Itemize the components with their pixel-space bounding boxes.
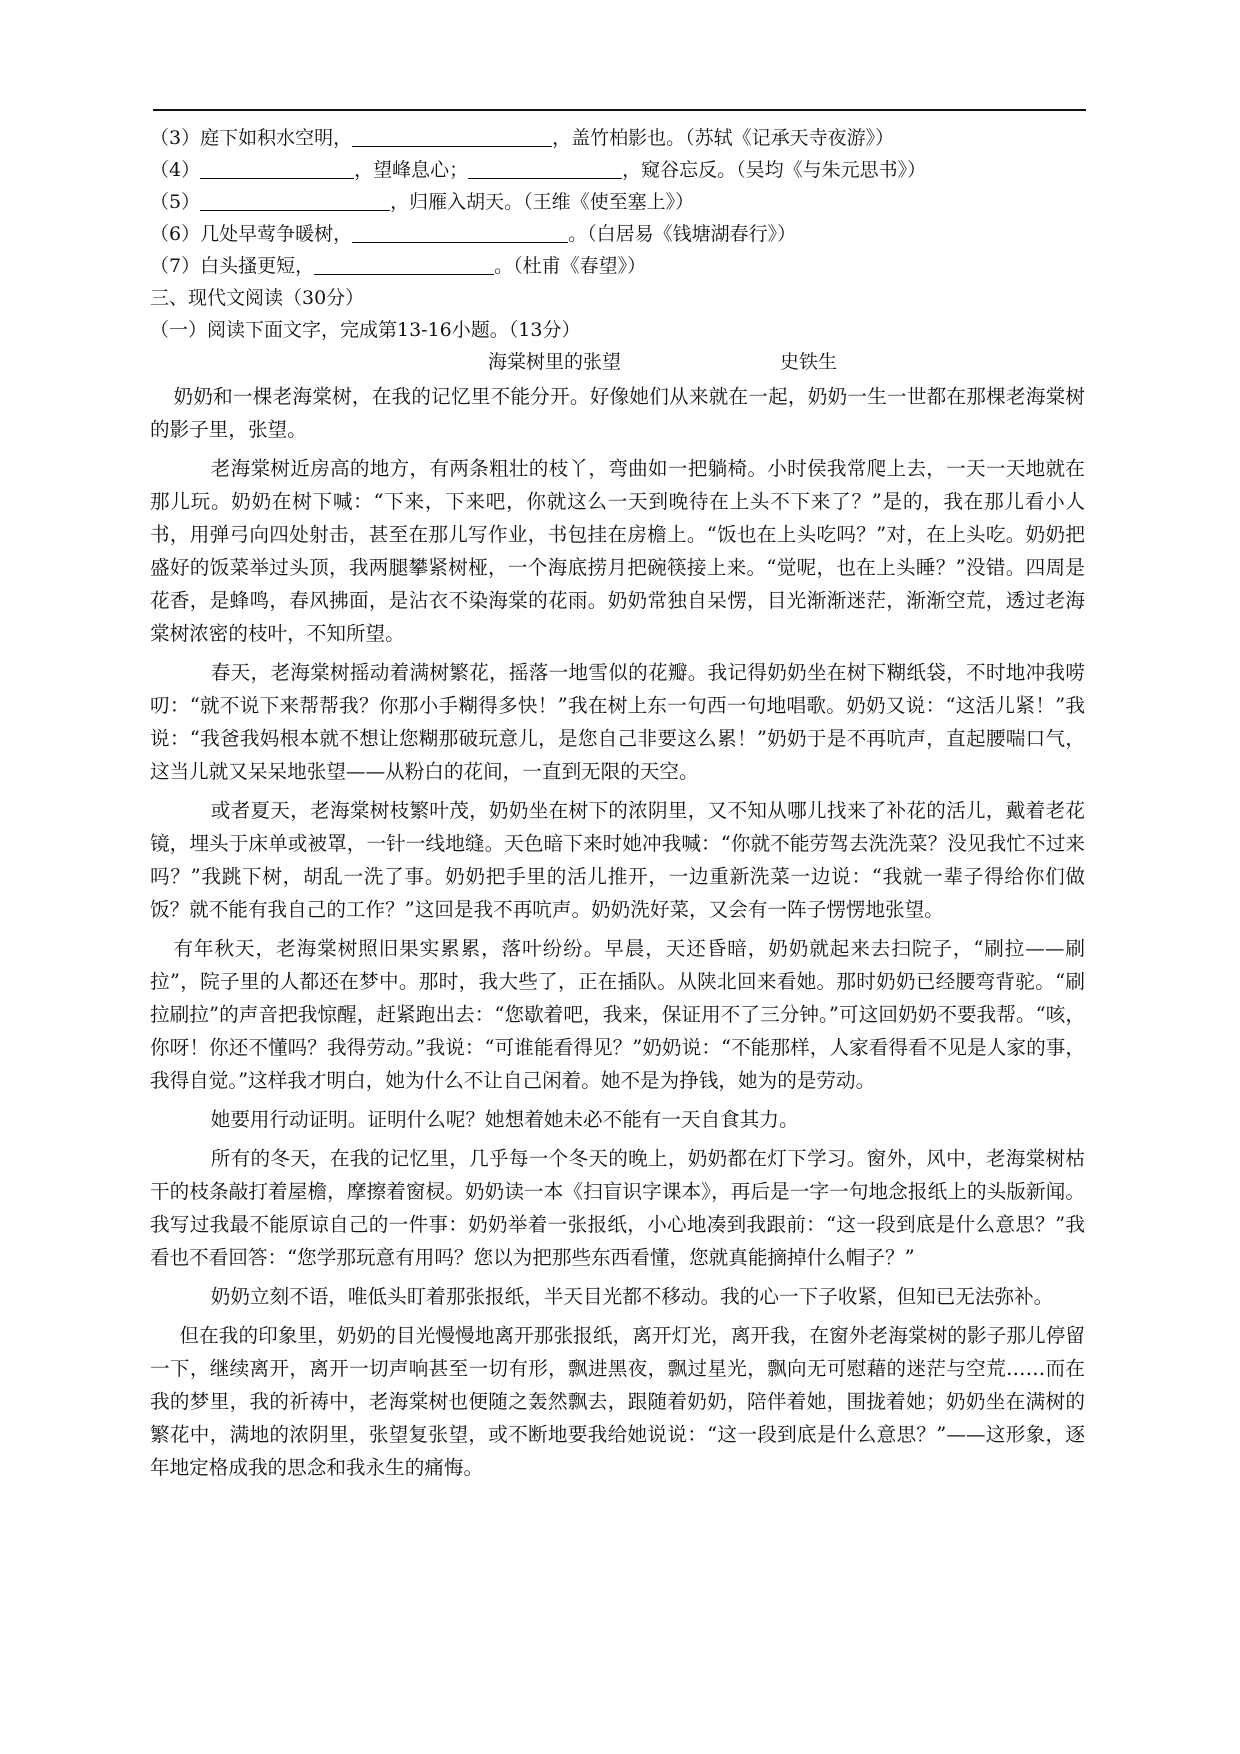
fill-blank-3 xyxy=(150,122,1085,154)
verse-text: ，归雁入胡天。（王维《使至塞上》） xyxy=(390,191,695,213)
question-number: （4） xyxy=(150,159,201,181)
paragraph: 老海棠树近房高的地方，有两条粗壮的枝丫，弯曲如一把躺椅。小时侯我常爬上去，一天一天地就在那儿玩。奶奶在树下喊：“下来，下来吧，你就这么一天到晚待在上头不下来了？”是的，我在那儿看小人书，用弹弓向四处射击，甚至在那儿写作业，书包挂在房檐上。“饭也在上头吃吗？”对，在上头吃。奶奶把盛好的饭菜举过头顶，我两腿攀紧树桠，一个海底捞月把碗筷接上来。“觉呢，也在上头睡？”没错。四周是花香，是蜂鸣，春风拂面，是沾衣不染海棠的花雨。奶奶常独自呆愣，目光渐渐迷茫，渐渐空荒，透过老海棠树浓密的枝叶，不知所望。 xyxy=(150,457,1085,645)
verse-text: 白头搔更短， xyxy=(200,255,315,277)
verse-text: 几处早莺争暖树， xyxy=(200,223,353,245)
answer-blank[interactable] xyxy=(352,222,568,243)
verse-text: 庭下如积水空明， xyxy=(200,127,353,149)
article-body xyxy=(150,380,1085,1484)
fill-blank-5 xyxy=(150,186,1085,218)
exam-page xyxy=(150,122,1085,1490)
verse-text: ，望峰息心； xyxy=(354,159,469,181)
paragraph: 或者夏天，老海棠树枝繁叶茂，奶奶坐在树下的浓阴里，又不知从哪儿找来了补花的活儿，戴着老花镜，埋头于床单或被罩，一针一线地缝。天色暗下来时她冲我喊：“你就不能劳驾去洗洗菜？没见我忙不过来吗？”我跳下树，胡乱一洗了事。奶奶把手里的活儿推开，一边重新洗菜一边说：“我就一辈子得给你们做饭？就不能有我自己的工作？”这回是我不再吭声。奶奶洗好菜，又会有一阵子愣愣地张望。 xyxy=(150,799,1085,921)
paragraph: 所有的冬天，在我的记忆里，几乎每一个冬天的晚上，奶奶都在灯下学习。窗外，风中，老海棠树枯干的枝条敲打着屋檐，摩擦着窗棂。奶奶读一本《扫盲识字课本》，再后是一字一句地念报纸上的头版新闻。我写过我最不能原谅自己的一件事：奶奶举着一张报纸，小心地凑到我跟前：“这一段到底是什么意思？”我看也不看回答：“您学那玩意有用吗？您以为把那些东西看懂，您就真能摘掉什么帽子？” xyxy=(150,1147,1085,1269)
fill-blank-6 xyxy=(150,218,1085,250)
fill-blank-4 xyxy=(150,154,1085,186)
article-title: 海棠树里的张望 xyxy=(488,351,622,373)
answer-blank[interactable] xyxy=(200,158,354,179)
paragraph: 她要用行动证明。证明什么呢？她想着她未必不能有一天自食其力。 xyxy=(210,1108,799,1131)
section-heading: 三、现代文阅读（30分） xyxy=(150,287,365,309)
answer-blank[interactable] xyxy=(314,254,494,275)
paragraph: 奶奶立刻不语，唯低头盯着那张报纸，半天目光都不移动。我的心一下子收紧，但知已无法弥补。 xyxy=(210,1285,1054,1308)
paragraph: 有年秋天，老海棠树照旧果实累累，落叶纷纷。早晨，天还昏暗，奶奶就起来去扫院子，“刷拉——刷拉”，院子里的人都还在梦中。那时，我大些了，正在插队。从陕北回来看她。那时奶奶已经腰弯背驼。“刷拉刷拉”的声音把我惊醒，赶紧跑出去：“您歇着吧，我来，保证用不了三分钟。”可这回奶奶不要我帮。“咳，你呀！你还不懂吗？我得劳动。”我说：“可谁能看得见？”奶奶说：“不能那样，人家看得看不见是人家的事，我得自觉。”这样我才明白，她为什么不让自己闲着。她不是为挣钱，她为的是劳动。 xyxy=(150,937,1085,1092)
verse-text: ，盖竹柏影也。（苏轼《记承天寺夜游》） xyxy=(552,127,895,149)
article-author: 史铁生 xyxy=(780,351,838,373)
answer-blank[interactable] xyxy=(352,126,552,147)
verse-text: 。（杜甫《春望》） xyxy=(494,255,647,277)
answer-blank[interactable] xyxy=(200,190,390,211)
paragraph: 春天，老海棠树摇动着满树繁花，摇落一地雪似的花瓣。我记得奶奶坐在树下糊纸袋，不时地冲我唠叨：“就不说下来帮帮我？你那小手糊得多快！”我在树上东一句西一句地唱歌。奶奶又说：“这活儿紧！”我说：“我爸我妈根本就不想让您糊那破玩意儿，是您自己非要这么累！”奶奶于是不再吭声，直起腰喘口气，这当儿就又呆呆地张望——从粉白的花间，一直到无限的天空。 xyxy=(150,661,1085,783)
fill-blank-7 xyxy=(150,250,1085,282)
question-number: （7） xyxy=(150,255,201,277)
paragraph: 奶奶和一棵老海棠树，在我的记忆里不能分开。好像她们从来就在一起，奶奶一生一世都在那棵老海棠树的影子里，张望。 xyxy=(150,385,1085,441)
answer-blank[interactable] xyxy=(468,158,622,179)
header-rule xyxy=(153,109,1086,111)
verse-text: 。（白居易《钱塘湖春行》） xyxy=(568,223,797,245)
article-title-row xyxy=(150,346,1085,380)
question-number: （3） xyxy=(150,127,201,149)
question-number: （5） xyxy=(150,191,201,213)
paragraph: 但在我的印象里，奶奶的目光慢慢地离开那张报纸，离开灯光，离开我，在窗外老海棠树的影子那儿停留一下，继续离开，离开一切声响甚至一切有形，飘进黑夜，飘过星光，飘向无可慰藉的迷茫与空荒……而在我的梦里，我的祈祷中，老海棠树也便随之轰然飘去，跟随着奶奶，陪伴着她，围拢着她；奶奶坐在满树的繁花中，满地的浓阴里，张望复张望，或不断地要我给她说说：“这一段到底是什么意思？”——这形象，逐年地定格成我的思念和我永生的痛悔。 xyxy=(150,1324,1085,1479)
sub-section-heading: （一）阅读下面文字，完成第13-16小题。（13分） xyxy=(150,319,581,341)
verse-text: ，窥谷忘反。（吴均《与朱元思书》） xyxy=(622,159,927,181)
question-number: （6） xyxy=(150,223,201,245)
